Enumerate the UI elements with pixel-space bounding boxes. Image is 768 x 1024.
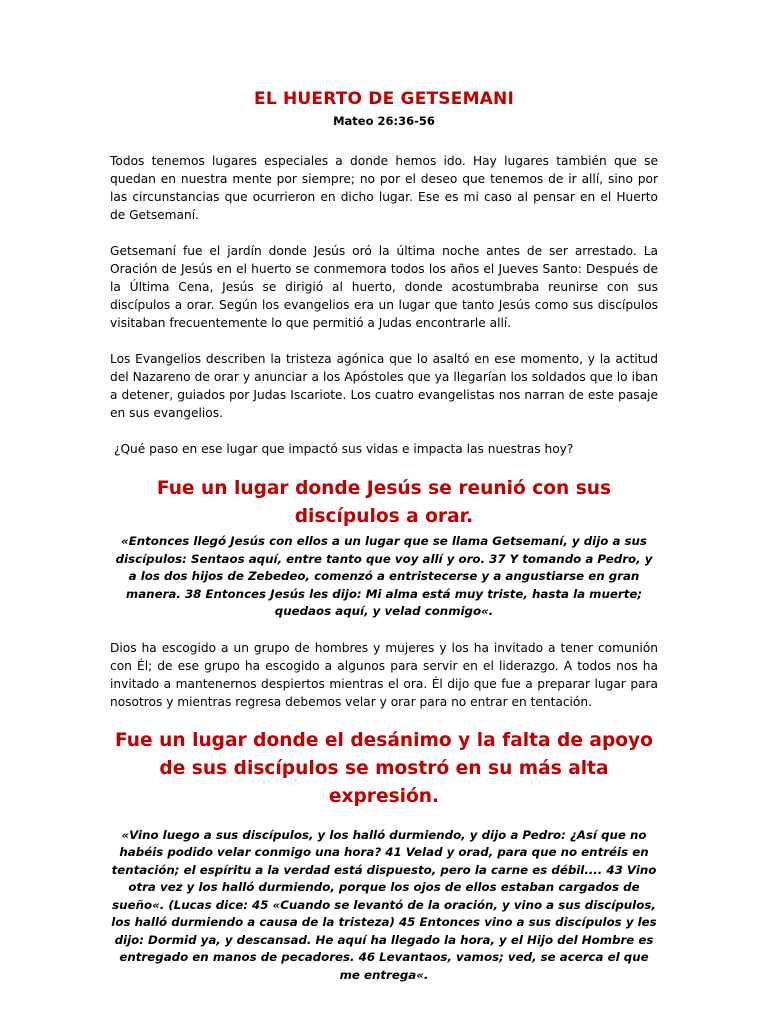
- document-title: EL HUERTO DE GETSEMANI: [254, 89, 514, 109]
- section-paragraph: Dios ha escogido a un grupo de hombres y mujeres y los ha invitado a tener comunión con Él; de ese grupo ha escogido a algunos para servir en el liderazgo. A todos nos ha invitado a mantenernos despiertos mientras el ora. Él dijo que fue a preparar lugar para nosotros y mientras regresa debemos velar y orar para no entrar en tentación.: [110, 640, 658, 709]
- gospels-paragraph: Los Evangelios describen la tristeza agónica que lo asaltó en ese momento, y la actitud del Nazareno de orar y anunciar a los Apóstoles que ya llegarían los soldados que lo iban a detener, guiados por Judas Iscariote. Los cuatro evangelistas nos narran de este pasaje en sus evangelios.: [110, 352, 658, 420]
- intro-paragraph: Todos tenemos lugares especiales a donde hemos ido. Hay lugares también que se quedan en nuestra mente por siempre; no por el deseo que tenemos de ir allí, sino por las circunstancias que ocurrieron en dicho lugar. Ese es mi caso al pensar en el Huerto de Getsemaní.: [110, 154, 658, 222]
- section-heading-discouragement: Fue un lugar donde el desánimo y la falta de apoyo de sus discípulos se mostró en su más alta expresión.: [115, 729, 653, 807]
- bible-verse-quote: «Entonces llegó Jesús con ellos a un lugar que se llama Getsemaní, y dijo a sus discípulos: Sentaos aquí, entre tanto que voy allí y oro. 37 Y tomando a Pedro, y a los dos hijos de Zebedeo, comenzó a entristecerse y a angustiarse en gran manera. 38 Entonces Jesús les dijo: Mi alma está muy triste, hasta la muerte; quedaos aquí, y velad conmigo«.: [115, 534, 653, 618]
- gethsemane-paragraph: Getsemaní fue el jardín donde Jesús oró la última noche antes de ser arrestado. La Oración de Jesús en el huerto se conmemora todos los años el Jueves Santo: Después de la Última Cena, Jesús se dirigió al huerto, donde acostumbraba reunirse con sus discípulos a orar. Según los evangelios era un lugar que tanto Jesús como sus discípulos visitaban frecuentemente lo que permitió a Judas encontrarle allí.: [110, 244, 658, 330]
- bible-verse-quote-2: «Vino luego a sus discípulos, y los halló durmiendo, y dijo a Pedro: ¿Así que no habéis podido velar conmigo una hora? 41 Velad y orad, para que no entréis en tentación; el espíritu a la verdad está dispuesto, pero la carne es débil.... 43 Vino otra vez y los halló durmiendo, porque los ojos de ellos estaban cargados de sueño«. (Lucas dice: 45 «Cuando se levantó de la oración, y vino a sus discípulos, los halló durmiendo a causa de la tristeza) 45 Entonces vino a sus discípulos y les dijo: Dormid ya, y descansad. He aquí ha llegado la hora, y el Hijo del Hombre es entregado en manos de pecadores. 46 Levantaos, vamos; ved, se acerca el que me entrega«.: [111, 827, 657, 982]
- scripture-reference: Mateo 26:36-56: [333, 114, 435, 128]
- section-heading-prayer: Fue un lugar donde Jesús se reunió con sus discípulos a orar.: [156, 478, 612, 527]
- question-paragraph: ¿Qué paso en ese lugar que impactó sus vidas e impacta las nuestras hoy?: [114, 442, 574, 456]
